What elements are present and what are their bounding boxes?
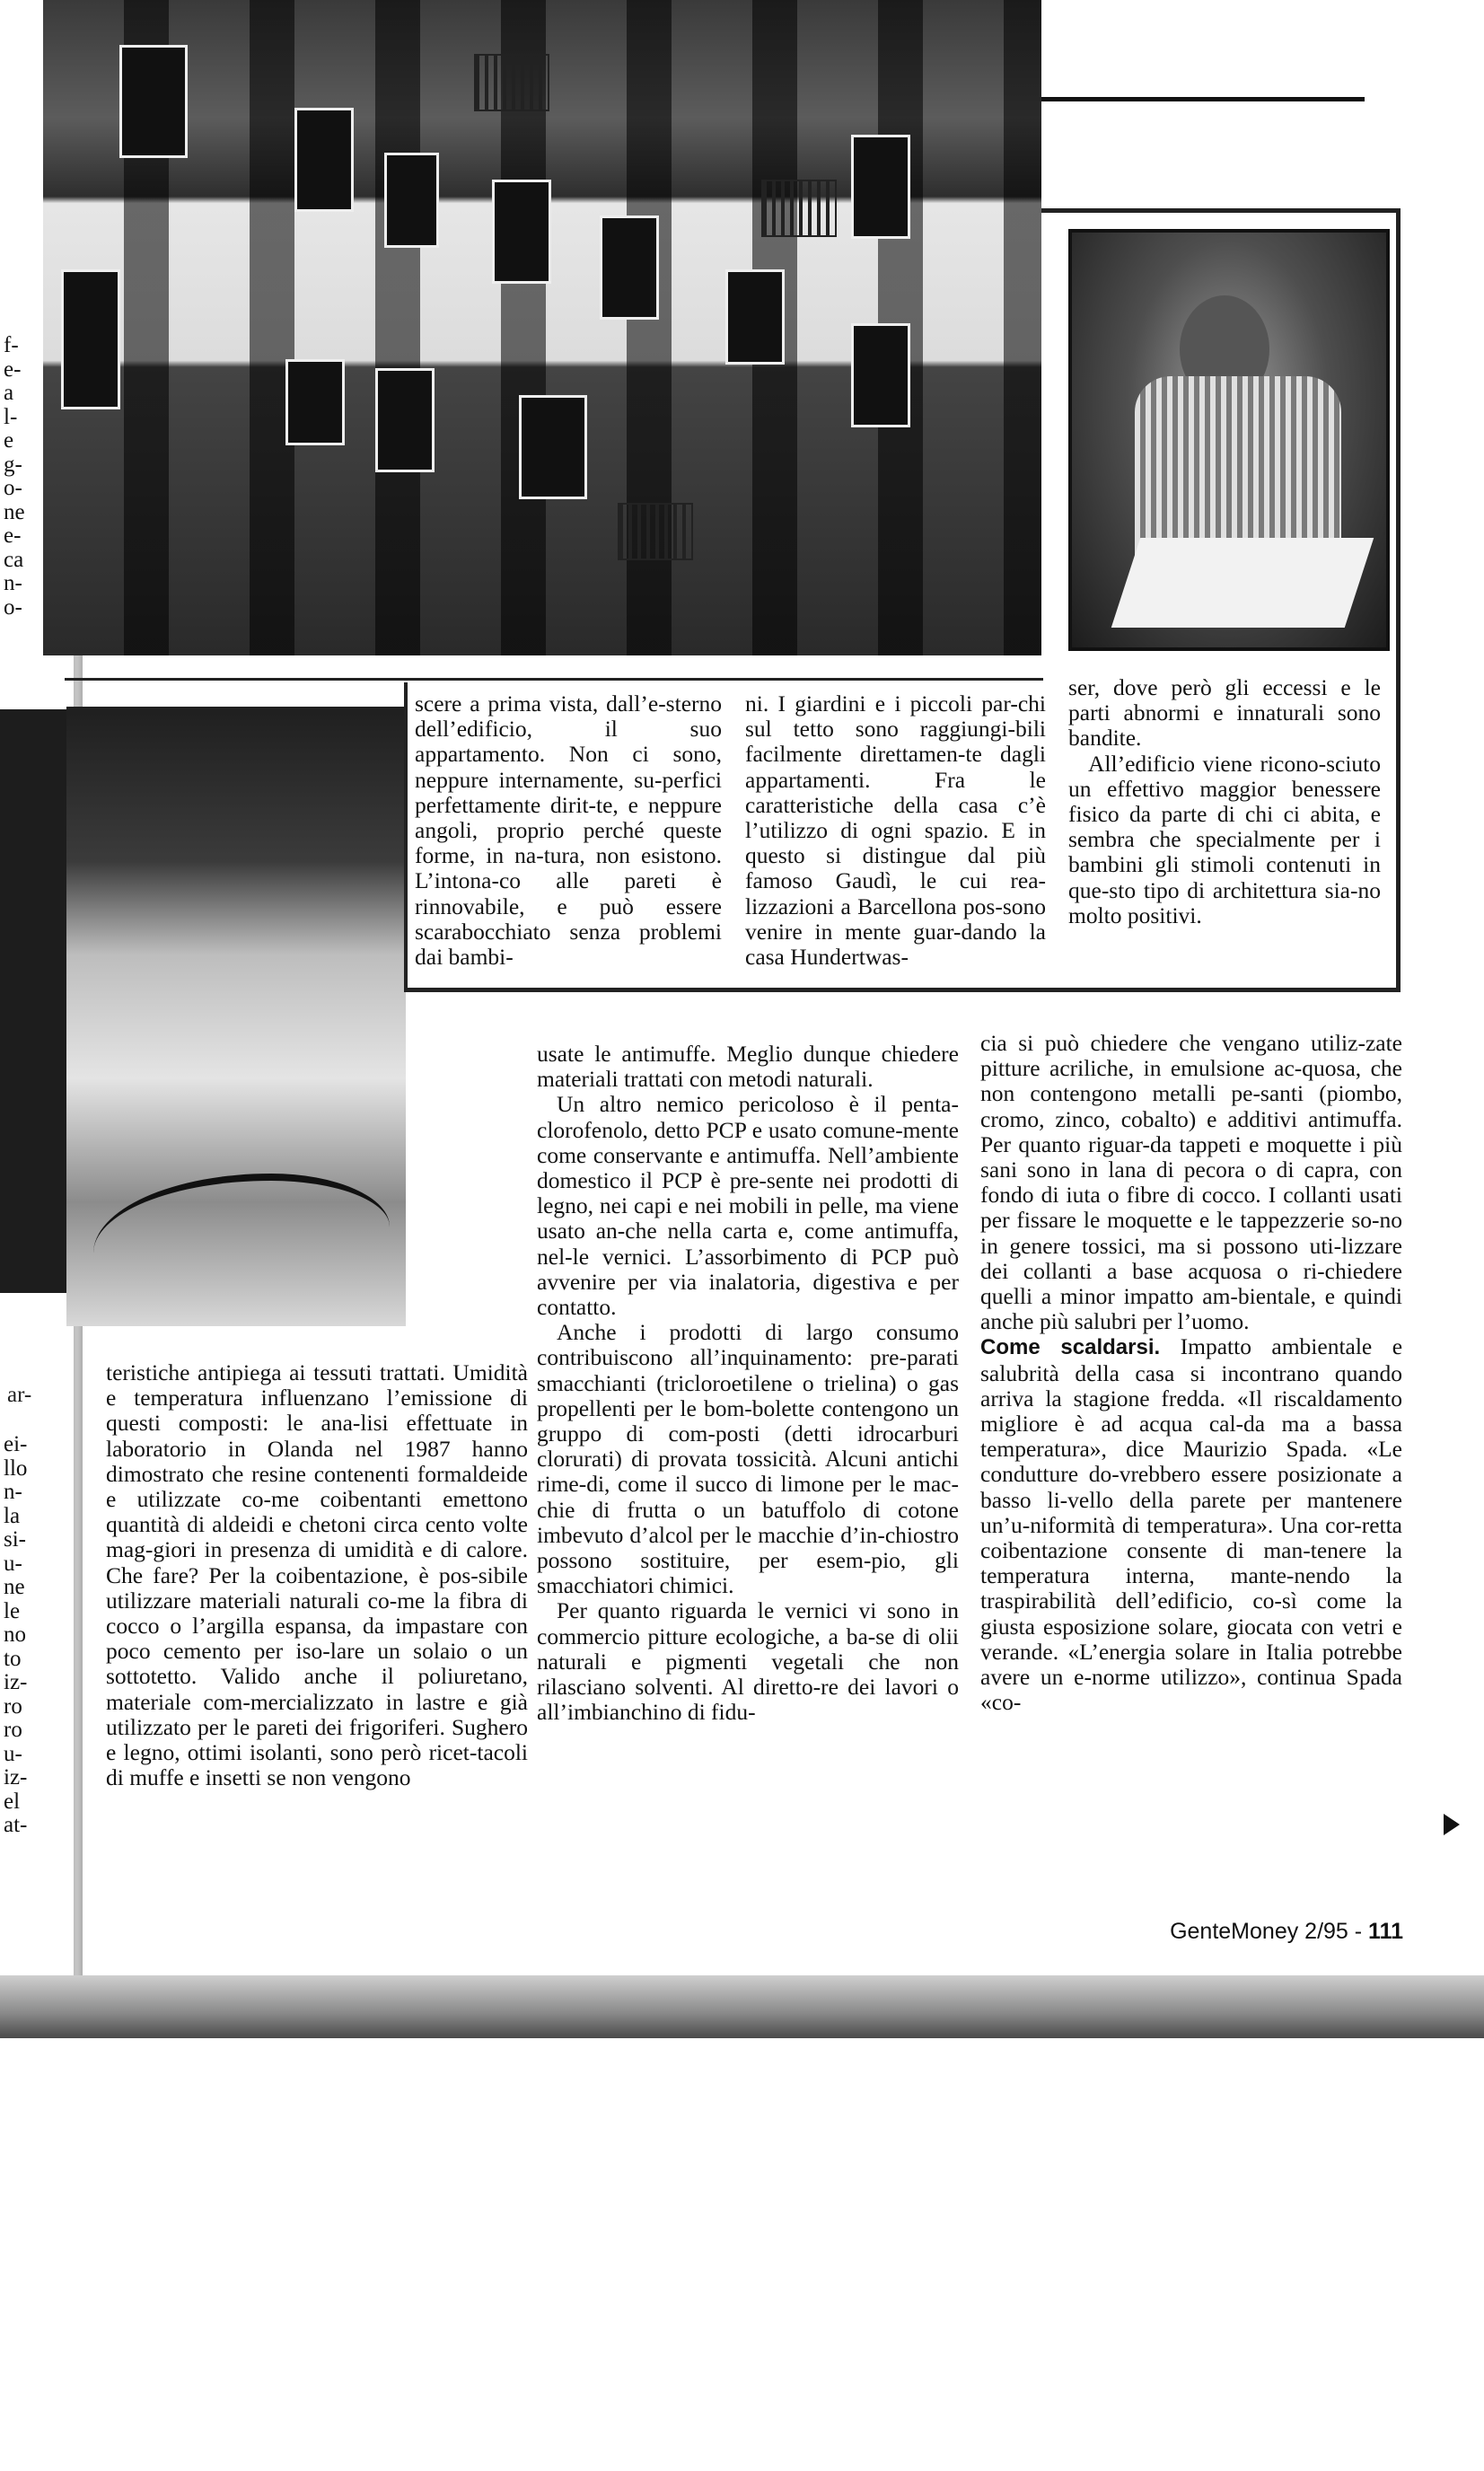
body-column-1: [106, 1360, 528, 1790]
section-heading: Come scaldarsi.: [980, 1335, 1161, 1360]
left-page-fragment: no: [4, 1623, 26, 1647]
left-page-fragment: le: [4, 1599, 21, 1623]
left-page-fragment: e-: [4, 357, 22, 382]
left-page-fragment: o-: [4, 595, 22, 620]
boxed-column-3: [1068, 675, 1381, 928]
left-page-fragment: ro: [4, 1719, 22, 1742]
body-column-2: [537, 1042, 959, 1725]
left-page-fragment: n-: [4, 1481, 22, 1504]
body-paragraph: usate le antimuffe. Meglio dunque chiedere materiali trattati con metodi naturali.: [537, 1041, 959, 1093]
left-page-fragment: llo: [4, 1456, 28, 1481]
left-page-fragment: e: [4, 429, 14, 453]
left-page-fragment: u-: [4, 1742, 22, 1766]
left-page-fragment: n-: [4, 572, 22, 595]
left-page-fragment: o-: [4, 477, 22, 500]
left-page-fragment: l-: [4, 405, 18, 429]
panel-border-left: [404, 682, 408, 992]
left-page-fragment: iz-: [4, 1671, 28, 1694]
body-column-3: [980, 1031, 1402, 1715]
left-page-fragment: iz-: [4, 1766, 28, 1789]
left-page-fragments-lower: [4, 1433, 75, 1838]
page-footer: [1170, 1919, 1403, 1945]
page-number: 111: [1368, 1919, 1403, 1944]
body-paragraph: [980, 1334, 1402, 1715]
body-paragraph: teristiche antipiega ai tessuti trattati. Umidità e temperatura influenzano l’emissione di questi composti: le ana-lisi effettuate in laboratorio in Olanda nel 1987 hanno dimostrato che resine contenenti formaldeide e utilizzate co-me coibentanti emettono quantità di aldeidi e chetoni circa cento volte mag-giori in presenza di umidità e di calore. Che fare? Per la coibentazione, è pos-sibile utilizzare materiali naturali co-me la fibra di cocco o l’argilla espansa, da impastare con poco cemento per iso-lare un solaio o un sottotetto. Valido anche il poliuretano, materiale com-mercializzato in lastre e già utilizzato per le pareti dei frigoriferi. Sughero e legno, ottimi isolanti, sono però ricet-tacoli di muffe e insetti se non vengono: [106, 1359, 528, 1791]
body-paragraph: cia si può chiedere che vengano utiliz-zate pitture acriliche, in emulsione ac-quosa, che non contengono metalli pe-santi (piombo, cromo, zinco, cobalto) e additivi antimuffa. Per quanto riguar-da tappeti e moquette i più sani sono in lana di pecora o di capra, con fondo di iuta o fibre di cocco. I collanti usati per fissare le moquette e le tappezzerie so-no in genere tossici, ma si possono uti-lizzare dei collanti a base acquosa o ri-chiedere quelli a minor impatto am-bientale, e quindi anche più salubri per l’uomo.: [980, 1030, 1402, 1335]
left-page-fragment: at-: [4, 1814, 28, 1837]
body-paragraph: Un altro nemico pericoloso è il penta-clorofenolo, detto PCP e usato comune-mente come conservante e antimuffa. Nell’ambiente domestico il PCP è pre-sente nei prodotti di legno, nei capi e nei mobili in pelle, ma viene usato an-che nella carta e, come antimuffa, nel-le vernici. L’assorbimento di PCP può avvenire per via inalatoria, digestiva e per contatto.: [537, 1091, 959, 1321]
portrait-photo: [1068, 229, 1390, 651]
left-page-fragment: f-: [4, 334, 19, 357]
left-page-fragment: la: [4, 1504, 21, 1528]
panel-inner-rule: [65, 678, 1043, 681]
publication-issue: GenteMoney 2/95 -: [1170, 1919, 1363, 1944]
body-paragraph: Per quanto riguarda le vernici vi sono in commercio pitture ecologiche, a ba-se di olii naturali e pigmenti vegetali che non rilasciano solventi. Al diretto-re dei lavori o all’imbianchino di fidu-: [537, 1597, 959, 1726]
panel-border-bottom: [404, 988, 1401, 992]
left-page-fragment: ar-: [7, 1383, 32, 1407]
interior-photo: [66, 707, 406, 1326]
left-page-fragment: si-: [4, 1528, 26, 1552]
boxed-paragraph: ni. I giardini e i piccoli par-chi sul tetto sono raggiungi-bili facilmente direttamen-te dagli appartamenti. Fra le caratteristiche della casa c’è l’utilizzo di ogni spazio. E in questo si distingue dal più famoso Gaudì, le cui rea-lizzazioni a Barcellona pos-sono venire in mente guar-dando la casa Hundertwas-: [745, 690, 1046, 971]
left-page-fragment: g-: [4, 453, 22, 477]
left-page-fragment: e-: [4, 524, 22, 548]
left-page-fragment: to: [4, 1647, 22, 1671]
boxed-paragraph: scere a prima vista, dall’e-sterno dell’edificio, il suo appartamento. Non ci sono, neppure internamente, su-perfici perfettamente dirit-te, e neppure angoli, proprio perché queste forme, in na-tura, non esistono. L’intona-co alle pareti è rinnovabile, e può essere scarabocchiato senza problemi dai bambi-: [415, 690, 722, 971]
left-page-fragment: ne: [4, 500, 25, 524]
left-page-dark-band: [0, 709, 74, 1293]
left-page-fragment: ca: [4, 548, 24, 572]
triangle-right-icon: [1444, 1814, 1460, 1835]
boxed-paragraph: All’edificio viene ricono-sciuto un effettivo maggior benessere fisico da parte di chi ci abita, e sembra che specialmente per i bambini gli stimoli contenuti in que-sto tipo di architettura sia-no molto positivi.: [1068, 750, 1381, 928]
left-page-fragment: ro: [4, 1694, 22, 1719]
left-page-fragment: ne: [4, 1576, 25, 1599]
left-page-fragment: ei-: [4, 1433, 28, 1456]
panel-border-right: [1396, 208, 1401, 989]
boxed-paragraph: ser, dove però gli eccessi e le parti abnormi e innaturali sono bandite.: [1068, 674, 1381, 752]
boxed-column-2: [745, 691, 1046, 970]
left-page-fragment: a: [4, 382, 14, 405]
scan-bottom-shadow: [0, 1975, 1484, 2038]
left-page-fragment: el: [4, 1789, 21, 1814]
panel-border-top: [1041, 208, 1401, 213]
section-text: Impatto ambientale e salubrità della casa si incontrano quando arriva la stagione fredda. «Il riscaldamento migliore è ad acqua cal-da ma a bassa temperatura», dice Maurizio Spada. «Le condutture do-vrebbero essere posizionate a basso li-vello della parete per mantenere un’u-niformità di temperatura». Una cor-retta coibentazione consente di man-tenere la temperatura interna, mante-nendo la traspirabilità dell’edificio, co-sì come la giusta esposizione solare, giocata con vetri e verande. «L’energia solare in Italia potrebbe avere un e-norme utilizzo», continua Spada «co-: [980, 1333, 1403, 1716]
hundertwasser-house-photo: [43, 0, 1041, 655]
top-rule: [1041, 97, 1365, 101]
body-paragraph: Anche i prodotti di largo consumo contribuiscono all’inquinamento: pre-parati smacchianti (tricloroetilene o trielina) o gas propellenti per le bom-bolette contengono un gruppo di com-posti (detti idrocarburi clorurati) di provata tossicità. Alcuni antichi rime-di, come il succo di limone per le mac-chie di frutta o un batuffolo di cotone imbevuto d’alcol per le macchie d’in-chiostro possono sostituire, per esem-pio, gli smacchiatori chimici.: [537, 1319, 959, 1599]
boxed-column-1: [415, 691, 722, 970]
left-page-fragment: u-: [4, 1552, 22, 1576]
